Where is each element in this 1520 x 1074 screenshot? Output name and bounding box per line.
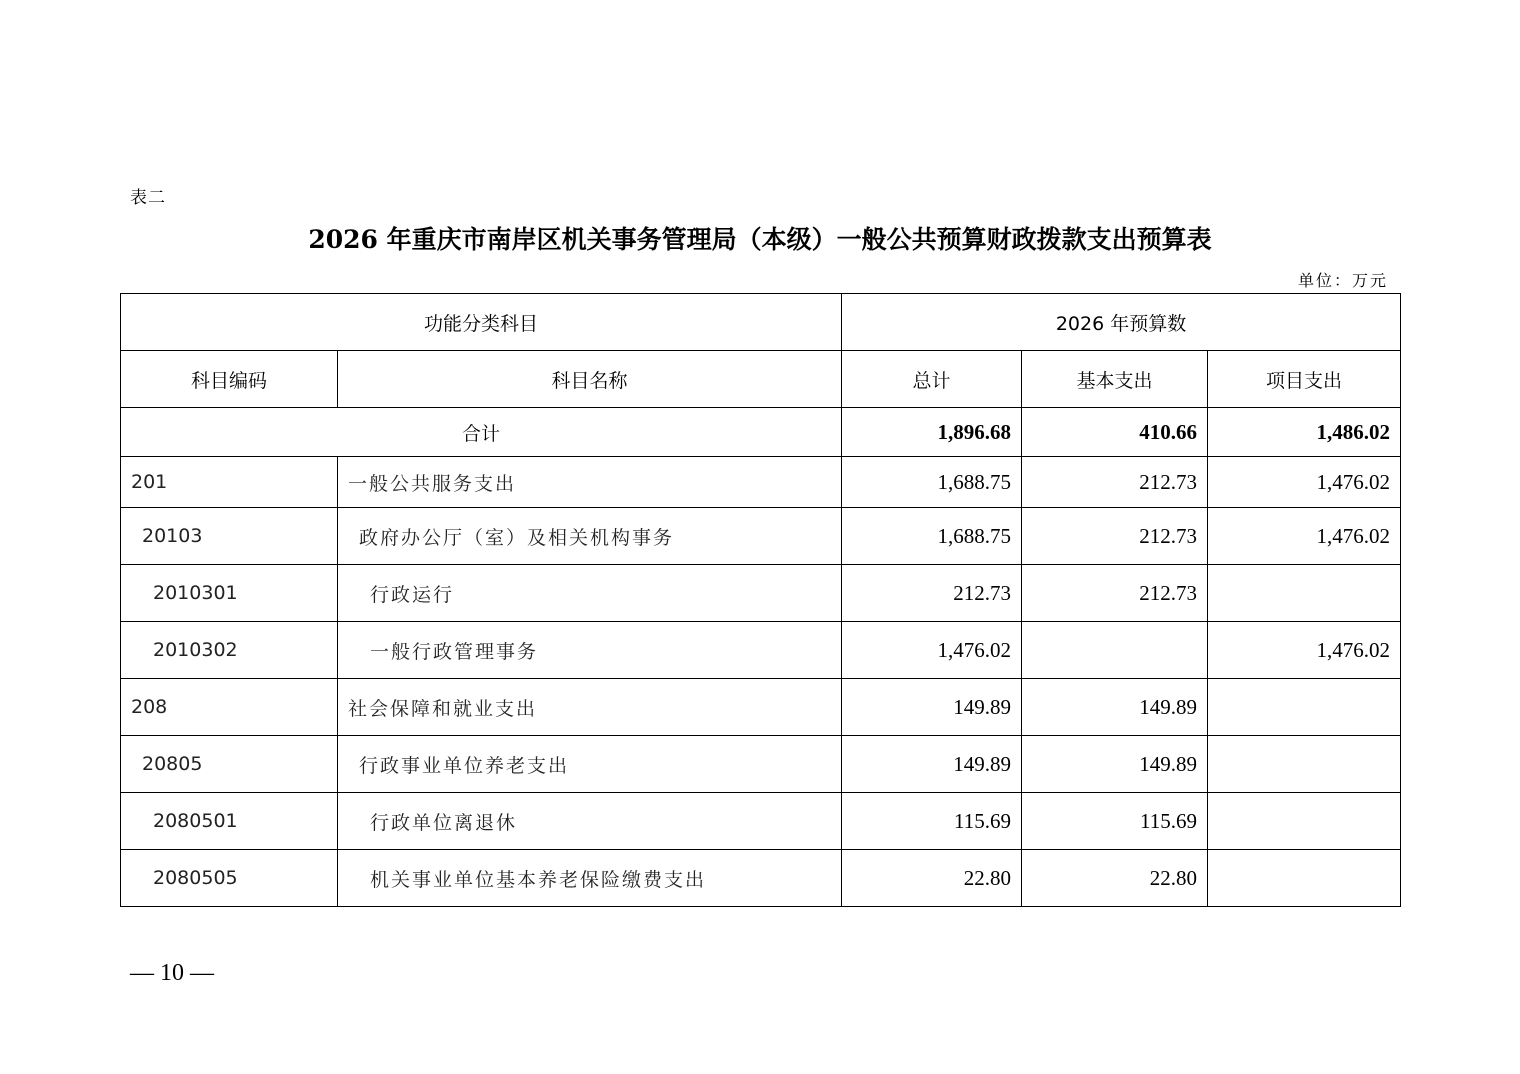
row-code: 20805 xyxy=(121,736,338,793)
summary-basic: 410.66 xyxy=(1022,408,1208,457)
row-name: 行政事业单位养老支出 xyxy=(338,736,842,793)
row-basic: 149.89 xyxy=(1022,736,1208,793)
header-code: 科目编码 xyxy=(121,351,338,408)
row-total: 1,688.75 xyxy=(842,457,1022,508)
header-row-1 xyxy=(121,294,1401,351)
row-total: 1,476.02 xyxy=(842,622,1022,679)
table-row xyxy=(121,850,1401,907)
row-total: 1,688.75 xyxy=(842,508,1022,565)
row-basic: 22.80 xyxy=(1022,850,1208,907)
row-name: 社会保障和就业支出 xyxy=(338,679,842,736)
row-total: 115.69 xyxy=(842,793,1022,850)
row-project: 1,476.02 xyxy=(1208,622,1401,679)
row-total: 149.89 xyxy=(842,736,1022,793)
summary-row xyxy=(121,408,1401,457)
row-name: 行政单位离退休 xyxy=(338,793,842,850)
table-row xyxy=(121,793,1401,850)
table-row xyxy=(121,736,1401,793)
row-project xyxy=(1208,793,1401,850)
row-basic: 212.73 xyxy=(1022,565,1208,622)
row-basic: 115.69 xyxy=(1022,793,1208,850)
header-project: 项目支出 xyxy=(1208,351,1401,408)
table-row xyxy=(121,508,1401,565)
header-basic: 基本支出 xyxy=(1022,351,1208,408)
row-code: 2080505 xyxy=(121,850,338,907)
page-number: — 10 — xyxy=(130,960,214,986)
header-name: 科目名称 xyxy=(338,351,842,408)
row-project xyxy=(1208,565,1401,622)
row-project: 1,476.02 xyxy=(1208,457,1401,508)
summary-label: 合计 xyxy=(121,408,842,457)
row-code: 2010302 xyxy=(121,622,338,679)
row-project xyxy=(1208,736,1401,793)
header-budget-year: 2026 年预算数 xyxy=(842,294,1401,351)
row-code: 201 xyxy=(121,457,338,508)
row-total: 212.73 xyxy=(842,565,1022,622)
table-row xyxy=(121,679,1401,736)
row-project xyxy=(1208,850,1401,907)
row-total: 149.89 xyxy=(842,679,1022,736)
page-title: 2026 年重庆市南岸区机关事务管理局（本级）一般公共预算财政拨款支出预算表 xyxy=(308,225,1212,254)
table-row xyxy=(121,565,1401,622)
header-func-category: 功能分类科目 xyxy=(121,294,842,351)
row-basic: 212.73 xyxy=(1022,457,1208,508)
table-row xyxy=(121,457,1401,508)
row-code: 20103 xyxy=(121,508,338,565)
row-name: 政府办公厅（室）及相关机构事务 xyxy=(338,508,842,565)
row-basic xyxy=(1022,622,1208,679)
budget-table xyxy=(120,293,1401,907)
table-row xyxy=(121,622,1401,679)
header-total: 总计 xyxy=(842,351,1022,408)
row-project xyxy=(1208,679,1401,736)
row-basic: 212.73 xyxy=(1022,508,1208,565)
table-label: 表二 xyxy=(130,188,166,208)
row-code: 208 xyxy=(121,679,338,736)
row-code: 2010301 xyxy=(121,565,338,622)
summary-total: 1,896.68 xyxy=(842,408,1022,457)
row-project: 1,476.02 xyxy=(1208,508,1401,565)
row-total: 22.80 xyxy=(842,850,1022,907)
row-name: 机关事业单位基本养老保险缴费支出 xyxy=(338,850,842,907)
unit-label: 单位：万元 xyxy=(1297,271,1388,290)
row-name: 一般行政管理事务 xyxy=(338,622,842,679)
summary-project: 1,486.02 xyxy=(1208,408,1401,457)
row-name: 一般公共服务支出 xyxy=(338,457,842,508)
row-basic: 149.89 xyxy=(1022,679,1208,736)
row-name: 行政运行 xyxy=(338,565,842,622)
header-row-2 xyxy=(121,351,1401,408)
row-code: 2080501 xyxy=(121,793,338,850)
